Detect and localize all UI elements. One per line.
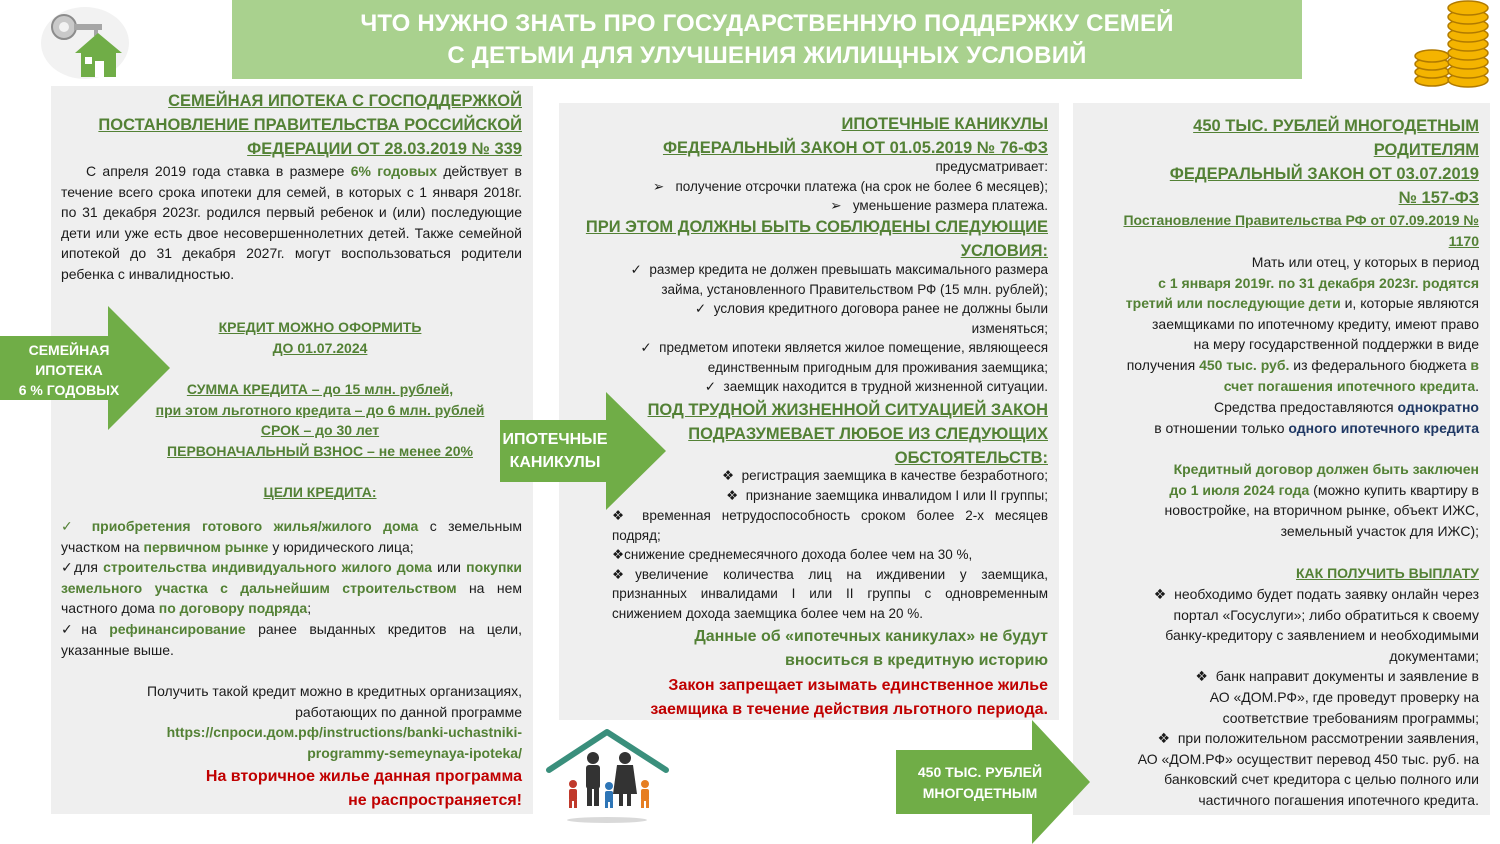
situations-b: ❖ временная нетрудоспособность сроком более 2-х месяцев подряд; ❖снижение среднемесячного дохода более чем на 30 %, ❖увеличение количества лиц на иждивении у заемщика, признанных инвалидами I или II группы с одновременным снижением дохода заемщика более чем на 20 %. xyxy=(612,508,1048,621)
credit-goal-3: ✓на рефинансирование ранее выданных кредитов на цели, указанные выше. xyxy=(61,621,522,658)
contract-deadline: Кредитный договор должен быть заключен до 1 июля 2024 года (можно купить квартиру в новостройке, на вторичном рынке, объект ИЖС, земельный участок для ИЖС); xyxy=(1164,461,1479,539)
provides-block: предусматривает: ➢ получение отсрочки платежа (на срок не более 6 месяцев); ➢ уменьшение размера платежа. xyxy=(652,159,1048,213)
situations-a: ❖ регистрация заемщика в качестве безработного; ❖ признание заемщика инвалидом I или II группы; xyxy=(721,468,1048,503)
secondary-housing-warning: На вторичное жилье данная программа не распространяется! xyxy=(205,768,522,809)
payment-conditions: Мать или отец, у которых в период с 1 января 2019г. по 31 декабря 2023г. родятся третий или последующие дети и, которые являются заемщиками по ипотечному кредиту, имеют право на меру государственной поддержки в виде получения 450 тыс. руб. из федерального бюджета в счет погашения ипотечного кредита. xyxy=(1125,254,1479,394)
title-line-1: ЧТО НУЖНО ЗНАТЬ ПРО ГОСУДАРСТВЕННУЮ ПОДДЕРЖКУ СЕМЕЙ xyxy=(360,9,1174,37)
how-to-get-list: ❖ необходимо будет подать заявку онлайн через портал «Госуслуги»; либо обратиться к своему банку-кредитору с заявлением и необходимыми документами; ❖ банк направит документы и заявление в АО «ДОМ.РФ», где проведут проверку на соответствие требованиям программы; ❖ при положительном рассмотрении заявления, АО «ДОМ.РФ» осуществит перевод 450 тыс. руб. на банковский счет кредитора с целью полного или частичного погашения ипотечного кредита. xyxy=(1137,586,1479,808)
credit-history-note: Данные об «ипотечных каникулах» не будут вноситься в кредитную историю xyxy=(694,628,1048,669)
house-with-key-icon xyxy=(40,5,130,80)
mortgage-holidays-heading: ИПОТЕЧНЫЕ КАНИКУЛЫ ФЕДЕРАЛЬНЫЙ ЗАКОН ОТ 01.05.2019 № 76-ФЗ xyxy=(662,115,1048,157)
large-families-arrow-label: 450 ТЫС. РУБЛЕЙ МНОГОДЕТНЫМ xyxy=(917,764,1043,801)
credit-date: КРЕДИТ МОЖНО ОФОРМИТЬ ДО 01.07.2024 xyxy=(218,319,422,356)
hard-situation-heading: ПОД ТРУДНОЙ ЖИЗНЕННОЙ СИТУАЦИЕЙ ЗАКОН ПОДРАЗУМЕВАЕТ ЛЮБОЕ ИЗ СЛЕДУЮЩИХ ОБСТОЯТЕЛЬСТВ: xyxy=(647,401,1048,467)
credit-terms: СУММА КРЕДИТА – до 15 млн. рублей, при этом льготного кредита – до 6 млн. рублей СРОК – до 30 лет ПЕРВОНАЧАЛЬНЫЙ ВЗНОС – не менее 20% xyxy=(155,381,485,459)
decree-link: Постановление Правительства РФ от 07.09.2019 № 1170 xyxy=(1123,212,1479,249)
family-under-roof-icon xyxy=(545,728,670,828)
credit-goals-heading: ЦЕЛИ КРЕДИТА: xyxy=(263,484,377,500)
family-mortgage-heading: СЕМЕЙНАЯ ИПОТЕКА С ГОСПОДДЕРЖКОЙ ПОСТАНОВЛЕНИЕ ПРАВИТЕЛЬСТВА РОССИЙСКОЙ ФЕДЕРАЦИИ ОТ 28.03.2019 № 339 xyxy=(98,92,522,158)
title-line-2: С ДЕТЬМИ ДЛЯ УЛУЧШЕНИЯ ЖИЛИЩНЫХ УСЛОВИЙ xyxy=(447,41,1087,69)
gold-coins-icon xyxy=(1410,0,1495,90)
family-mortgage-arrow-label: СЕМЕЙНАЯ ИПОТЕКА 6 % ГОДОВЫХ xyxy=(18,342,120,398)
conditions-list: ✓ размер кредита не должен превышать максимального размера займа, установленного Правительством РФ (15 млн. рублей); ✓ условия кредитного договора ранее не должны были изменяться; ✓ предметом ипотеки является жилое помещение, являющееся единственным пригодным для проживания заемщика; ✓ заемщик находится в трудной жизненной ситуации. xyxy=(630,262,1048,394)
credit-goal-2: ✓для строительства индивидуального жилого дома или покупки земельного участка с дальнейшим строительством на нем частного дома по договору подряда; xyxy=(61,559,523,617)
program-link[interactable]: https://спроси.дом.рф/instructions/banki-uchastniki- programmy-semeynaya-ipoteka/ xyxy=(166,724,522,761)
law-note: Закон запрещает изымать единственное жилье заемщика в течение действия льготного периода. xyxy=(650,677,1048,718)
where-to-get: Получить такой кредит можно в кредитных организациях, работающих по данной программе xyxy=(147,683,522,720)
mortgage-holidays-arrow-label: ИПОТЕЧНЫЕ КАНИКУЛЫ xyxy=(502,431,608,471)
family-mortgage-intro: С апреля 2019 года ставка в размере 6% годовых действует в течение всего срока ипотеки для семей, в которых с 1 января 2018г. по 31 декабря 2023г. родился первый ребенок и (или) последующие дети или уже есть двое несовершеннолетних детей. Также семейной ипотекой до 31 декабря 2027г. могут воспользоваться родители ребенка с инвалидностью. xyxy=(61,163,522,282)
credit-goal-1: ✓ приобретения готового жилья/жилого дома с земельным участком на первичном рынке у юридического лица; xyxy=(61,518,523,555)
conditions-heading: ПРИ ЭТОМ ДОЛЖНЫ БЫТЬ СОБЛЮДЕНЫ СЛЕДУЮЩИЕ УСЛОВИЯ: xyxy=(585,218,1048,260)
how-to-get-heading: КАК ПОЛУЧИТЬ ВЫПЛАТУ xyxy=(1295,565,1479,581)
one-time-note: Средства предоставляются однократно в отношении только одного ипотечного кредита xyxy=(1154,399,1479,436)
page-title xyxy=(232,0,1302,79)
large-families-heading: 450 ТЫС. РУБЛЕЙ МНОГОДЕТНЫМ РОДИТЕЛЯМ ФЕДЕРАЛЬНЫЙ ЗАКОН ОТ 03.07.2019 № 157-ФЗ xyxy=(1169,117,1479,207)
